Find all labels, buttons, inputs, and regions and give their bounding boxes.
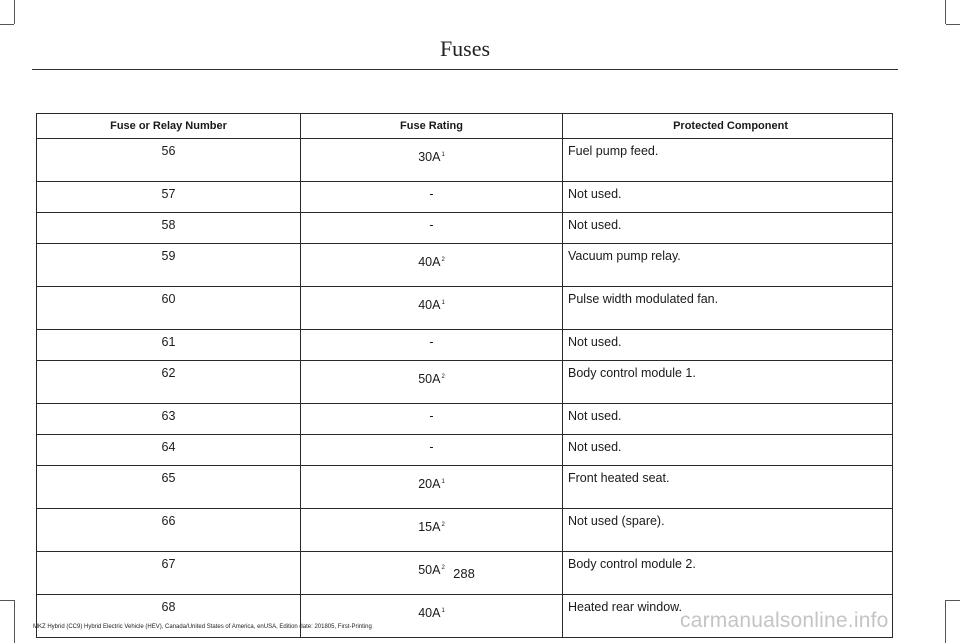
fuse-rating-value: 50A xyxy=(418,563,441,577)
fuse-number: 58 xyxy=(37,213,301,244)
crop-mark xyxy=(945,0,946,24)
fuse-rating xyxy=(301,595,563,638)
crop-mark xyxy=(945,600,946,643)
protected-component: Not used. xyxy=(563,330,893,361)
fuse-rating-value: - xyxy=(429,218,434,232)
fuse-number: 68 xyxy=(37,595,301,638)
fuse-rating xyxy=(301,330,563,361)
table-header-row xyxy=(37,114,893,139)
footnote-marker: 2 xyxy=(441,564,445,571)
fuse-rating-value: 40A xyxy=(418,255,441,269)
fuse-rating xyxy=(301,213,563,244)
footnote-marker: 1 xyxy=(441,478,445,485)
crop-mark xyxy=(0,24,14,25)
table-row xyxy=(37,361,893,404)
fuse-number: 60 xyxy=(37,287,301,330)
protected-component: Not used (spare). xyxy=(563,509,893,552)
protected-component: Not used. xyxy=(563,182,893,213)
table-row xyxy=(37,287,893,330)
protected-component: Vacuum pump relay. xyxy=(563,244,893,287)
protected-component: Body control module 1. xyxy=(563,361,893,404)
table-row xyxy=(37,244,893,287)
crop-mark xyxy=(946,600,960,601)
crop-mark xyxy=(14,0,15,24)
footnote-marker: 1 xyxy=(441,299,445,306)
footnote-marker: 2 xyxy=(441,521,445,528)
fuse-rating-value: 40A xyxy=(418,606,441,620)
protected-component: Not used. xyxy=(563,404,893,435)
page-number: 288 xyxy=(453,566,475,581)
footnote-marker: 1 xyxy=(441,151,445,158)
footnote-marker: 1 xyxy=(441,607,445,614)
table-row xyxy=(37,213,893,244)
fuse-number: 64 xyxy=(37,435,301,466)
footnote-marker: 2 xyxy=(441,373,445,380)
fuse-rating xyxy=(301,404,563,435)
crop-mark xyxy=(0,600,14,601)
fuse-rating-value: 30A xyxy=(418,150,441,164)
protected-component: Heated rear window. xyxy=(563,595,893,638)
column-header-fuse-number: Fuse or Relay Number xyxy=(37,114,301,139)
table-body xyxy=(37,139,893,638)
page-title: Fuses xyxy=(439,36,491,61)
fuse-rating xyxy=(301,361,563,404)
fuse-number: 57 xyxy=(37,182,301,213)
fuse-rating xyxy=(301,509,563,552)
crop-mark xyxy=(14,600,15,643)
fuse-rating xyxy=(301,287,563,330)
fuse-number: 59 xyxy=(37,244,301,287)
fuse-rating xyxy=(301,466,563,509)
fuse-rating xyxy=(301,435,563,466)
fuse-rating-value: - xyxy=(429,335,434,349)
fuse-rating-value: 20A xyxy=(418,477,441,491)
watermark: carmanualsonline.info xyxy=(680,609,889,632)
protected-component: Fuel pump feed. xyxy=(563,139,893,182)
fuse-rating-value: 15A xyxy=(418,520,441,534)
fuse-rating-value: 40A xyxy=(418,298,441,312)
fuse-number: 62 xyxy=(37,361,301,404)
table-row xyxy=(37,330,893,361)
column-header-fuse-rating: Fuse Rating xyxy=(301,114,563,139)
title-rule xyxy=(32,69,898,70)
fuse-number: 67 xyxy=(37,552,301,595)
protected-component: Not used. xyxy=(563,213,893,244)
protected-component: Pulse width modulated fan. xyxy=(563,287,893,330)
table-row xyxy=(37,466,893,509)
fuse-rating xyxy=(301,139,563,182)
fuse-number: 66 xyxy=(37,509,301,552)
protected-component: Body control module 2. xyxy=(563,552,893,595)
fuse-number: 65 xyxy=(37,466,301,509)
table-row xyxy=(37,182,893,213)
table-row xyxy=(37,435,893,466)
protected-component: Front heated seat. xyxy=(563,466,893,509)
footer-text: MKZ Hybrid (CC9) Hybrid Electric Vehicle (HEV), Canada/United States of America, enUSA, Edition date: 201805, First-Printing xyxy=(33,624,372,630)
fuse-rating-value: 50A xyxy=(418,372,441,386)
table-row xyxy=(37,404,893,435)
table-row xyxy=(37,139,893,182)
protected-component: Not used. xyxy=(563,435,893,466)
fuse-rating-value: - xyxy=(429,409,434,423)
table-row xyxy=(37,509,893,552)
fuse-number: 56 xyxy=(37,139,301,182)
footnote-marker: 2 xyxy=(441,256,445,263)
fuse-number: 63 xyxy=(37,404,301,435)
fuse-rating-value: - xyxy=(429,187,434,201)
column-header-protected-component: Protected Component xyxy=(563,114,893,139)
fuse-rating xyxy=(301,182,563,213)
fuse-rating xyxy=(301,244,563,287)
fuse-table xyxy=(36,113,893,638)
crop-mark xyxy=(946,24,960,25)
fuse-number: 61 xyxy=(37,330,301,361)
fuse-rating-value: - xyxy=(429,440,434,454)
